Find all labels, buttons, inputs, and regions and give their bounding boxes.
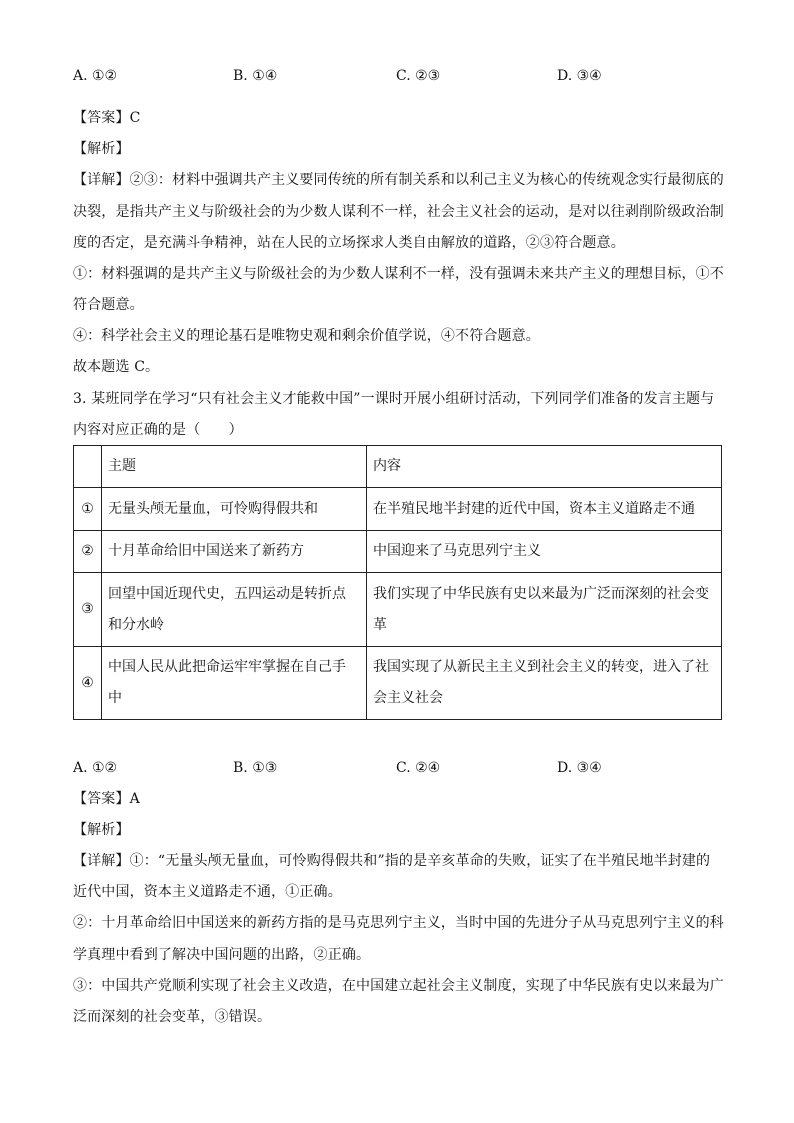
q2-detail-line: 【详解】②③：材料中强调共产主义要同传统的所有制关系和以利己主义为核心的传统观念实行最彻底的	[73, 172, 724, 188]
q2-detail-line: ④：科学社会主义的理论基石是唯物史观和剩余价值学说，④不符合题意。	[73, 328, 540, 344]
q3-stem-line: 3. 某班同学在学习“只有社会主义才能救中国”一课时开展小组研讨活动，下列同学们准备的发言主题与	[73, 391, 715, 407]
row-number: ③	[74, 573, 102, 647]
row-topic: 十月革命给旧中国送来了新药方	[102, 531, 367, 573]
table-row	[74, 647, 722, 720]
q3-answer-line	[73, 789, 140, 809]
table-header-num	[74, 446, 102, 488]
q3-option-a: A. ①②	[73, 760, 118, 776]
row-content: 中国迎来了马克思列宁主义	[367, 531, 722, 573]
q2-option-d: D. ③④	[557, 68, 602, 84]
q3-detail-line: ②：十月革命给旧中国送来的新药方指的是马克思列宁主义，当时中国的先进分子从马克思列宁主义的科	[73, 915, 724, 931]
row-number: ①	[74, 488, 102, 531]
row-number: ②	[74, 531, 102, 573]
q2-detail-line: 决裂，是指共产主义与阶级社会的为少数人谋利不一样，社会主义社会的运动，是对以往剥削阶级政治制	[73, 204, 724, 220]
q3-detail-line: 泛而深刻的社会变革，③错误。	[73, 1009, 272, 1025]
q2-answer-value: C	[129, 110, 141, 126]
row-number: ④	[74, 647, 102, 720]
row-content: 在半殖民地半封建的近代中国，资本主义道路走不通	[367, 488, 722, 531]
q3-option-c: C. ②④	[396, 760, 441, 776]
table-header-content: 内容	[367, 446, 722, 488]
q3-answer-tag: 【答案】	[73, 791, 130, 807]
q2-analysis-tag: 【解析】	[73, 141, 130, 157]
q3-option-b: B. ①③	[233, 760, 278, 776]
q3-stem-line: 内容对应正确的是（ ）	[73, 422, 243, 438]
row-topic: 中国人民从此把命运牢牢掌握在自己手 中	[102, 647, 367, 720]
q2-detail-line: 度的否定，是充满斗争精神，站在人民的立场探求人类自由解放的道路，②③符合题意。	[73, 235, 625, 251]
q2-answer-tag: 【答案】	[73, 110, 130, 126]
q2-detail-line: 符合题意。	[73, 297, 144, 313]
q3-table	[73, 445, 722, 720]
row-content: 我们实现了中华民族有史以来最为广泛而深刻的社会变 革	[367, 573, 722, 647]
q3-detail-line: 近代中国，资本主义道路走不通，①正确。	[73, 884, 342, 900]
q2-detail-line: ①：材料强调的是共产主义与阶级社会的为少数人谋利不一样，没有强调未来共产主义的理想目标，①不	[73, 266, 724, 282]
q2-option-a: A. ①②	[73, 68, 118, 84]
q2-answer-line	[73, 108, 140, 128]
q3-detail-line: ③：中国共产党顺利实现了社会主义改造，在中国建立起社会主义制度，实现了中华民族有史以来最为广	[73, 978, 724, 994]
table-header-row	[74, 446, 722, 488]
table-row	[74, 488, 722, 531]
q3-analysis-tag: 【解析】	[73, 822, 130, 838]
table-row	[74, 573, 722, 647]
table-row	[74, 531, 722, 573]
q3-option-d: D. ③④	[557, 760, 602, 776]
table-header-topic: 主题	[102, 446, 367, 488]
row-topic: 回望中国近现代史，五四运动是转折点 和分水岭	[102, 573, 367, 647]
row-topic: 无量头颅无量血，可怜购得假共和	[102, 488, 367, 531]
q2-detail-line: 故本题选 C。	[73, 359, 160, 375]
q2-option-b: B. ①④	[233, 68, 278, 84]
q3-detail-line: 学真理中看到了解决中国问题的出路，②正确。	[73, 947, 371, 963]
q3-answer-value: A	[129, 791, 140, 807]
q3-detail-line: 【详解】①：“无量头颅无量血，可怜购得假共和”指的是辛亥革命的失败，证实了在半殖民地半封建的	[73, 853, 711, 869]
row-content: 我国实现了从新民主主义到社会主义的转变，进入了社 会主义社会	[367, 647, 722, 720]
q2-option-c: C. ②③	[396, 68, 441, 84]
